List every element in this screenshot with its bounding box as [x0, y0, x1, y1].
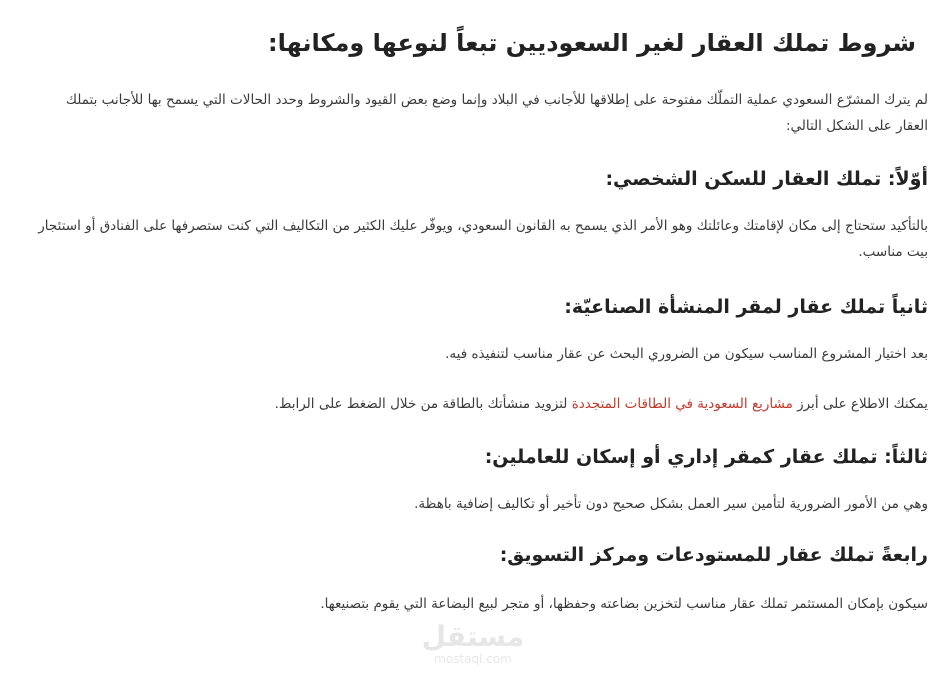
- section-paragraph-warehouses: سيكون بإمكان المستثمر تملك عقار مناسب لتخزين بضاعته وحفظها، أو متجر لبيع البضاعة التي يقوم بتصنيعها.: [320, 596, 928, 612]
- section-heading-personal-housing: أوّلاً: تملك العقار للسكن الشخصي:: [605, 168, 928, 190]
- mostaql-watermark: [408, 622, 538, 678]
- article: [32, 0, 928, 617]
- link-paragraph-after: لتزويد منشأتك بالطاقة من خلال الضغط على الرابط.: [274, 396, 572, 412]
- section-heading-industrial-facility: ثانياً تملك عقار لمقر المنشأة الصناعيّة:: [564, 296, 928, 318]
- renewable-energy-paragraph: [32, 391, 928, 417]
- article-title: شروط تملك العقار لغير السعوديين تبعاً لنوعها ومكانها:: [268, 29, 916, 57]
- section-paragraph-administrative-office: وهي من الأمور الضرورية لتأمين سير العمل بشكل صحيح دون تأخير أو تكاليف إضافية باهظة.: [414, 496, 928, 512]
- renewable-energy-link[interactable]: مشاريع السعودية في الطاقات المتجددة: [571, 396, 793, 412]
- intro-paragraph: لم يترك المشرّع السعودي عملية التملّك مفتوحة على إطلاقها للأجانب في البلاد وإنما وضع بعض القيود والشروط وحدد الحالات التي يسمح بها للأجانب بتملك العقار على الشكل التالي:: [65, 92, 928, 134]
- watermark-logo: مستقل: [421, 620, 525, 653]
- watermark-site: mostaql.com: [434, 652, 512, 666]
- section-paragraph-personal-housing: بالتأكيد ستحتاج إلى مكان لإقامتك وعائلتك وهو الأمر الذي يسمح به القانون السعودي، ويوفّر عليك الكثير من التكاليف التي كنت ستصرفها على الفنادق أو استئجار بيت مناسب.: [38, 218, 928, 260]
- section-paragraph-industrial-facility: بعد اختيار المشروع المناسب سيكون من الضروري البحث عن عقار مناسب لتنفيذه فيه.: [445, 346, 928, 362]
- section-heading-warehouses: رابعةً تملك عقار للمستودعات ومركز التسويق:: [499, 544, 928, 566]
- link-paragraph-before: يمكنك الاطلاع على أبرز: [792, 396, 928, 412]
- section-heading-administrative-office: ثالثاً: تملك عقار كمقر إداري أو إسكان للعاملين:: [484, 446, 928, 468]
